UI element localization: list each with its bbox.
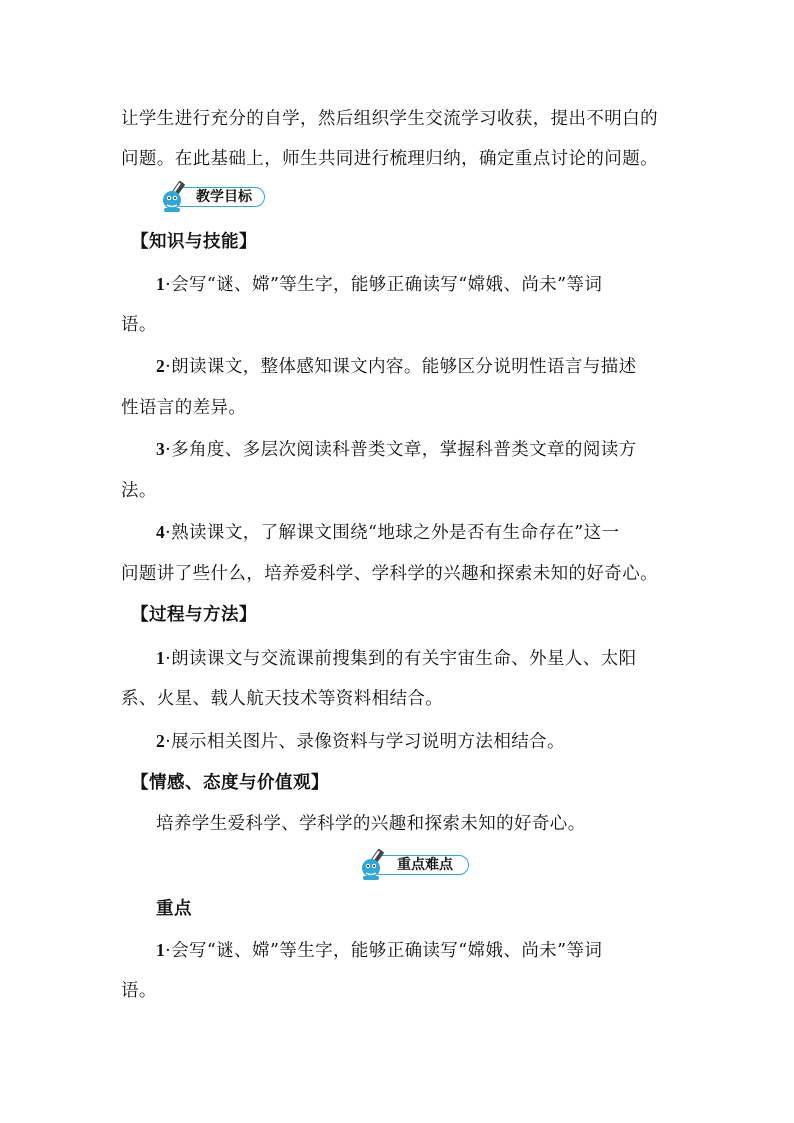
knowledge-item-2-line-2: 性语言的差异。 [121, 398, 247, 418]
item-text: ·朗读课文与交流课前搜集到的有关宇宙生命、外星人、太阳 [165, 649, 637, 669]
item-number: 1 [156, 940, 166, 960]
key-heading: 重点 [156, 899, 192, 919]
item-number: 4 [156, 522, 166, 542]
emotion-text: 培养学生爱科学、学科学的兴趣和探索未知的好奇心。 [156, 814, 586, 834]
knowledge-item-3-line-2: 法。 [121, 481, 157, 501]
key-item-1-line-1 [156, 938, 716, 963]
item-text: ·熟读课文，了解课文围绕“地球之外是否有生命存在”这一 [165, 523, 620, 543]
process-item-1-line-2: 系、火星、载人航天技术等资料相结合。 [121, 689, 444, 709]
pencil-mascot-icon [357, 848, 391, 882]
item-number: 3 [156, 439, 166, 459]
pencil-mascot-icon [158, 180, 192, 214]
key-item-1-line-2: 语。 [121, 981, 157, 1001]
emotion-heading: 【情感、态度与价值观】 [131, 773, 329, 793]
process-item-2-line-1 [156, 729, 716, 754]
knowledge-item-4-line-2: 问题讲了些什么，培养爱科学、学科学的兴趣和探索未知的好奇心。 [121, 564, 658, 584]
item-number: 2 [156, 356, 166, 376]
item-number: 2 [156, 731, 166, 751]
item-number: 1 [156, 648, 166, 668]
knowledge-item-4-line-1 [156, 520, 716, 545]
knowledge-item-1-line-1 [156, 272, 716, 297]
process-heading: 【过程与方法】 [131, 605, 257, 625]
key-points-badge [357, 848, 472, 878]
item-text: ·会写“谜、嫦”等生字，能够正确读写“嫦娥、尚未”等词 [165, 275, 603, 295]
process-item-1-line-1 [156, 646, 716, 671]
item-text: ·展示相关图片、录像资料与学习说明方法相结合。 [165, 732, 565, 752]
knowledge-item-3-line-1 [156, 437, 716, 462]
key-points-badge-label: 重点难点 [397, 857, 453, 873]
intro-line-1: 让学生进行充分的自学，然后组织学生交流学习收获，提出不明白的 [121, 109, 658, 129]
item-text: ·会写“谜、嫦”等生字，能够正确读写“嫦娥、尚未”等词 [165, 941, 603, 961]
item-text: ·朗读课文，整体感知课文内容。能够区分说明性语言与描述 [165, 357, 637, 377]
objectives-badge-label: 教学目标 [196, 189, 252, 205]
item-text: ·多角度、多层次阅读科普类文章，掌握科普类文章的阅读方 [165, 440, 637, 460]
knowledge-item-1-line-2: 语。 [121, 315, 157, 335]
objectives-badge [158, 180, 268, 210]
knowledge-heading: 【知识与技能】 [131, 232, 257, 252]
item-number: 1 [156, 274, 166, 294]
intro-line-2: 问题。在此基础上，师生共同进行梳理归纳，确定重点讨论的问题。 [121, 149, 658, 169]
knowledge-item-2-line-1 [156, 354, 716, 379]
